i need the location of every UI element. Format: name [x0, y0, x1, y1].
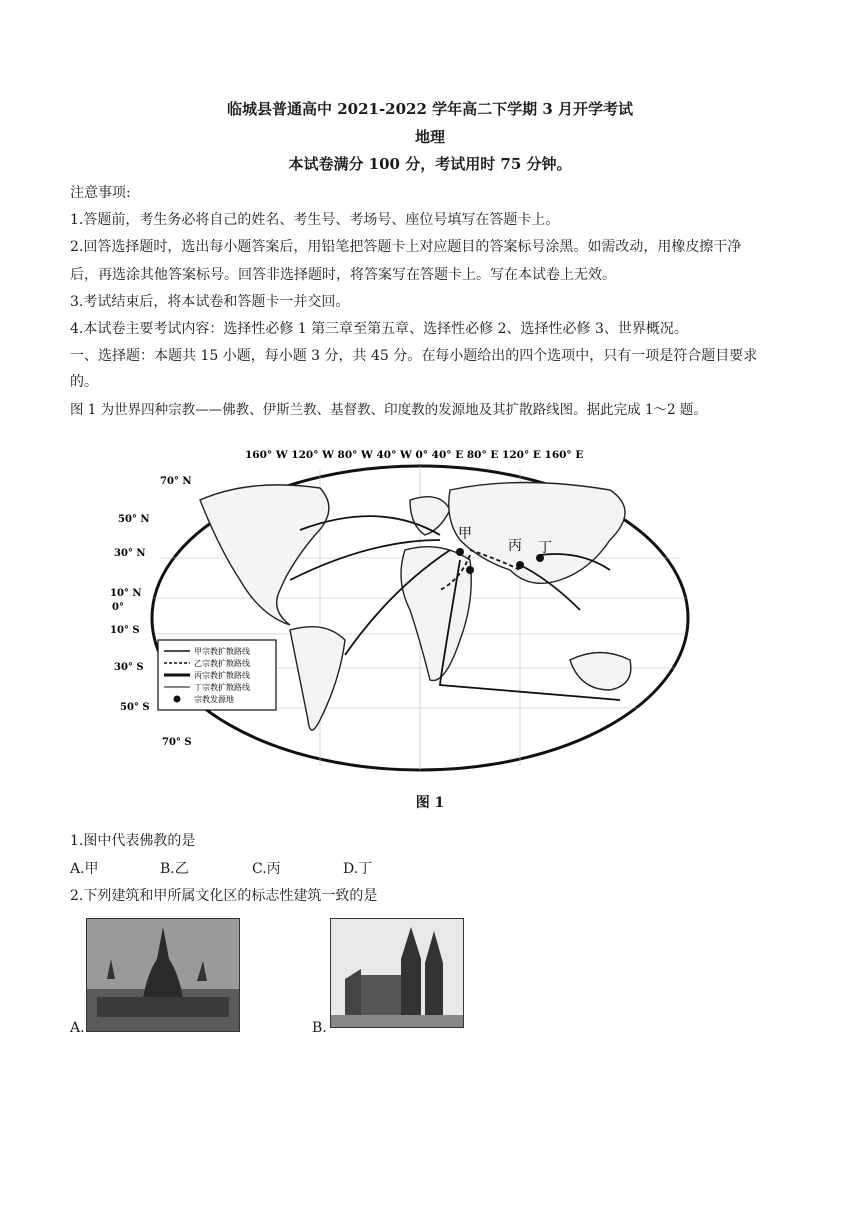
lat-label: 30° S [114, 662, 144, 673]
cathedral-photo [330, 918, 464, 1028]
option-a-label[interactable]: A. [70, 1020, 85, 1036]
question-1-stem: 1.图中代表佛教的是 [70, 833, 196, 849]
pagoda-photo [86, 918, 240, 1032]
longitude-labels: 160° W 120° W 80° W 40° W 0° 40° E 80° E 120° E 160° E [245, 449, 584, 461]
lat-label: 50° S [120, 702, 150, 713]
region-label-ding: 丁 [538, 540, 552, 556]
notice-item: 4.本试卷主要考试内容：选择性必修 1 第三章至第五章、选择性必修 2、选择性必修 3、世界概况。 [70, 321, 688, 337]
lat-label: 50° N [118, 514, 150, 525]
region-label-jia: 甲 [458, 526, 472, 542]
page-title: 临城县普通高中 2021-2022 学年高二下学期 3 月开学考试 [226, 100, 634, 118]
question-intro: 图 1 为世界四种宗教——佛教、伊斯兰教、基督教、印度教的发源地及其扩散路线图。据此完成 1～2 题。 [70, 402, 707, 418]
figure-caption: 图 1 [415, 795, 445, 811]
option-a[interactable]: A.甲 [70, 861, 99, 877]
lat-label: 30° N [114, 548, 146, 559]
subject-title: 地理 [414, 128, 445, 146]
legend-item: 宗教发源地 [194, 695, 234, 704]
region-label-bing: 丙 [508, 538, 522, 554]
legend-item: 丁宗教扩散路线 [194, 683, 250, 692]
lat-label: 70° N [160, 476, 192, 487]
lat-label: 70° S [162, 737, 192, 748]
notice-item: 后，再选涂其他答案标号。回答非选择题时，将答案写在答题卡上。写在本试卷上无效。 [70, 267, 616, 283]
legend-item: 乙宗教扩散路线 [194, 659, 250, 668]
notice-item: 3.考试结束后，将本试卷和答题卡一并交回。 [70, 294, 350, 310]
question-2-stem: 2.下列建筑和甲所属文化区的标志性建筑一致的是 [70, 888, 378, 904]
lat-label: 10° N [110, 588, 142, 599]
option-c[interactable]: C.丙 [252, 861, 281, 877]
notice-item: 1.答题前，考生务必将自己的姓名、考生号、考场号、座位号填写在答题卡上。 [70, 212, 560, 228]
section-heading-cont: 的。 [70, 374, 98, 390]
notice-heading: 注意事项: [70, 185, 131, 201]
option-b-label[interactable]: B. [312, 1020, 327, 1036]
legend-item: 丙宗教扩散路线 [194, 671, 250, 680]
legend-item: 甲宗教扩散路线 [194, 647, 250, 656]
lat-label: 0° [112, 602, 124, 613]
world-religion-map [110, 440, 700, 780]
exam-info: 本试卷满分 100 分，考试用时 75 分钟。 [288, 155, 572, 173]
lat-label: 10° S [110, 625, 140, 636]
map-legend [158, 640, 276, 710]
section-heading: 一、选择题：本题共 15 小题，每小题 3 分，共 45 分。在每小题给出的四个选项中，只有一项是符合题目要求 [70, 348, 758, 364]
option-d[interactable]: D.丁 [343, 861, 373, 877]
notice-item: 2.回答选择题时，选出每小题答案后，用铅笔把答题卡上对应题目的答案标号涂黑。如需改动，用橡皮擦干净 [70, 239, 742, 255]
option-b[interactable]: B.乙 [160, 861, 189, 877]
